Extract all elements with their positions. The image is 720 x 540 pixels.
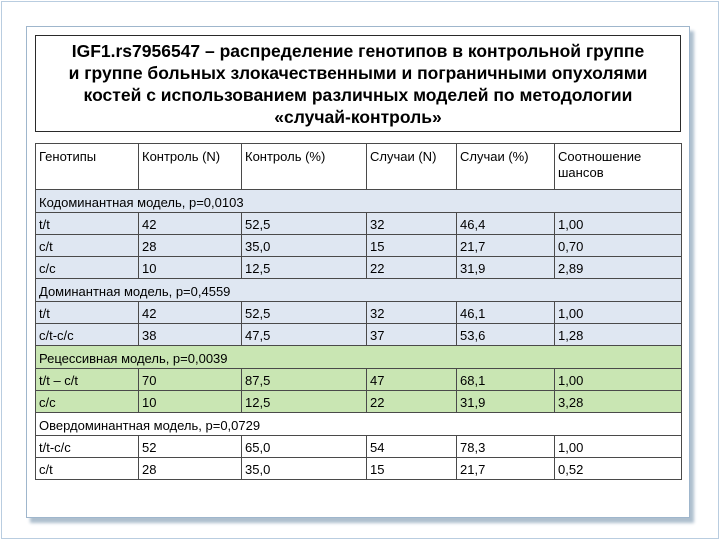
table-cell: 22 [367,391,457,413]
table-cell: 21,7 [457,235,555,257]
table-cell: 32 [367,213,457,235]
table-cell: 21,7 [457,458,555,480]
title-box [35,35,681,132]
table-cell: 28 [139,235,242,257]
header-cell: Контроль (%) [242,144,367,190]
table-cell: 1,00 [555,213,682,235]
header-cell: Контроль (N) [139,144,242,190]
table-cell: 54 [367,436,457,458]
section-label: Овердоминантная модель, p=0,0729 [36,413,682,436]
slide [26,26,690,518]
table-cell: 65,0 [242,436,367,458]
table-cell: 28 [139,458,242,480]
table-cell: 46,4 [457,213,555,235]
header-cell: Случаи (%) [457,144,555,190]
section-label: Рецессивная модель, p=0,0039 [36,346,682,369]
section-label: Доминантная модель, p=0,4559 [36,279,682,302]
table-cell: 87,5 [242,369,367,391]
table-cell: 31,9 [457,391,555,413]
table-row [36,391,682,413]
table-row [36,436,682,458]
header-cell: Соотношение шансов [555,144,682,190]
table-cell: 47,5 [242,324,367,346]
table-row [36,257,682,279]
table-cell: 35,0 [242,235,367,257]
table-cell: 0,52 [555,458,682,480]
table-cell: 15 [367,235,457,257]
table-cell: 42 [139,302,242,324]
table-cell: 68,1 [457,369,555,391]
table-cell: 12,5 [242,257,367,279]
table-cell: 1,00 [555,369,682,391]
table-cell: 47 [367,369,457,391]
table-row [36,235,682,257]
header-cell: Случаи (N) [367,144,457,190]
section-row [36,279,682,302]
table-cell: c/c [36,257,139,279]
table-cell: 15 [367,458,457,480]
table-cell: 52,5 [242,302,367,324]
table-cell: 10 [139,257,242,279]
table-cell: 1,28 [555,324,682,346]
header-cell: Генотипы [36,144,139,190]
table-cell: c/t-c/c [36,324,139,346]
table-row [36,302,682,324]
table-cell: c/t [36,458,139,480]
table-cell: 0,70 [555,235,682,257]
table-cell: 2,89 [555,257,682,279]
genotype-table [35,143,682,480]
table-cell: c/c [36,391,139,413]
table-row [36,369,682,391]
section-label: Кодоминантная модель, p=0,0103 [36,190,682,213]
table-cell: t/t [36,213,139,235]
table-cell: 42 [139,213,242,235]
table-cell: 70 [139,369,242,391]
table-cell: 37 [367,324,457,346]
table-cell: 10 [139,391,242,413]
table-cell: 22 [367,257,457,279]
table-cell: 38 [139,324,242,346]
table-cell: 78,3 [457,436,555,458]
section-row [36,413,682,436]
table-cell: t/t – c/t [36,369,139,391]
table-cell: 52,5 [242,213,367,235]
table-cell: 3,28 [555,391,682,413]
table-cell: c/t [36,235,139,257]
table-cell: 46,1 [457,302,555,324]
table-cell: 1,00 [555,302,682,324]
table-cell: 12,5 [242,391,367,413]
slide-title: IGF1.rs7956547 – распределение генотипов в контрольной группе и группе больных злокачественными и пограничными опухолями костей с использованием различных моделей по методологии «случай-контроль» [68,40,648,127]
table-row [36,324,682,346]
table-row [36,458,682,480]
table-cell: 1,00 [555,436,682,458]
table-row [36,213,682,235]
table-cell: 32 [367,302,457,324]
table-cell: 31,9 [457,257,555,279]
table-cell: 52 [139,436,242,458]
table-header-row [36,144,682,190]
section-row [36,346,682,369]
section-row [36,190,682,213]
table-cell: 35,0 [242,458,367,480]
table-cell: 53,6 [457,324,555,346]
table-cell: t/t [36,302,139,324]
table-cell: t/t-c/c [36,436,139,458]
